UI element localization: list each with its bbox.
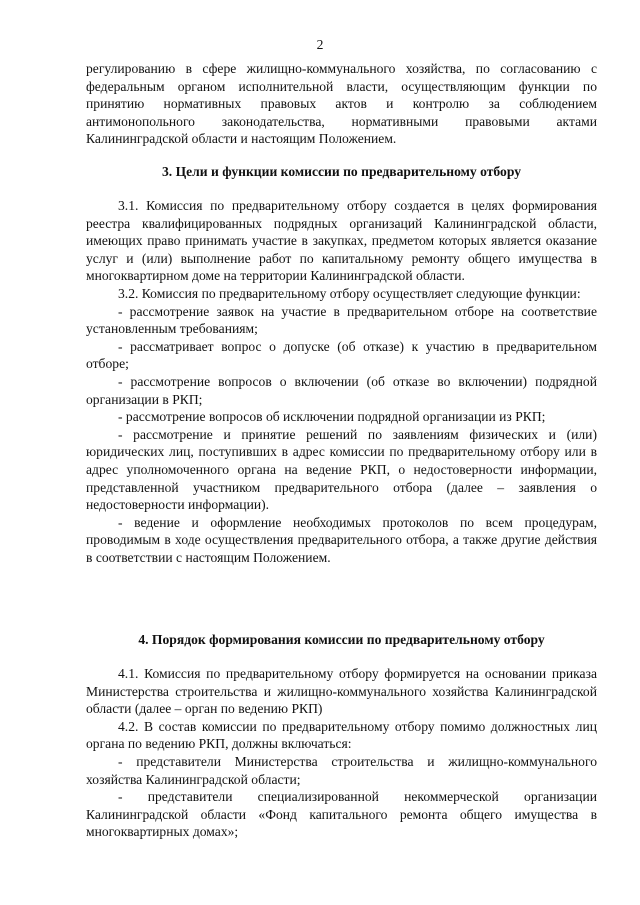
intro-paragraph: регулированию в сфере жилищно-коммунального хозяйства, по согласованию с федеральным органом исполнительной власти, осуществляющим функции по принятию нормативных правовых актов и контролю за соблюдением антимонопольного законодательства, нормативными правовыми актами Калининградской области и настоящим Положением. [86, 61, 597, 147]
function-item: - рассмотрение вопросов о включении (об отказе во включении) подрядной организации в РКП; [86, 373, 597, 407]
page-number: 2 [316, 37, 324, 52]
member-item: - представители специализированной некоммерческой организации Калининградской области «Фонд капитального ремонта общего имущества в многоквартирных домах»; [86, 789, 597, 840]
section-3-body [86, 197, 597, 566]
intro-block [86, 60, 597, 148]
section-4-body [86, 665, 597, 841]
paragraph-3-1: 3.1. Комиссия по предварительному отбору создается в целях формирования реестра квалифицированных подрядных организаций Калининградской области, имеющих право принимать участие в закупках, предметом которых является оказание услуг и (или) выполнение работ по капитальному ремонту общего имущества в многоквартирном доме на территории Калининградской области. [86, 198, 597, 284]
function-item: - рассмотрение вопросов об исключении подрядной организации из РКП; [118, 409, 546, 425]
function-item: - рассмотрение заявок на участие в предварительном отборе на соответствие установленным требованиям; [86, 303, 597, 337]
member-item: - представители Министерства строительства и жилищно-коммунального хозяйства Калининградской области; [86, 753, 597, 787]
function-item: - рассматривает вопрос о допуске (об отказе) к участию в предварительном отборе; [86, 338, 597, 372]
section-4-heading: 4. Порядок формирования комиссии по предварительному отбору [138, 632, 545, 647]
function-item: - рассмотрение и принятие решений по заявлениям физических и (или) юридических лиц, поступивших в адрес комиссии по предварительному отбору или в адрес уполномоченного органа на ведение РКП, о недостоверности информации, представленной участником предварительного отбора (далее – заявления о недостоверности информации). [86, 426, 597, 513]
paragraph-4-1: 4.1. Комиссия по предварительному отбору формируется на основании приказа Министерства строительства и жилищно-коммунального хозяйства Калининградской области (далее – орган по ведению РКП) [86, 666, 597, 717]
section-3-heading: 3. Цели и функции комиссии по предварительному отбору [161, 164, 522, 179]
paragraph-4-2: 4.2. В состав комиссии по предварительному отбору помимо должностных лиц органа по ведению РКП, должны включаться: [86, 718, 597, 752]
function-item: - ведение и оформление необходимых протоколов по всем процедурам, проводимым в ходе осуществления предварительного отбора, а также другие действия в соответствии с настоящим Положением. [86, 514, 597, 565]
paragraph-3-2: 3.2. Комиссия по предварительному отбору осуществляет следующие функции: [118, 285, 581, 301]
